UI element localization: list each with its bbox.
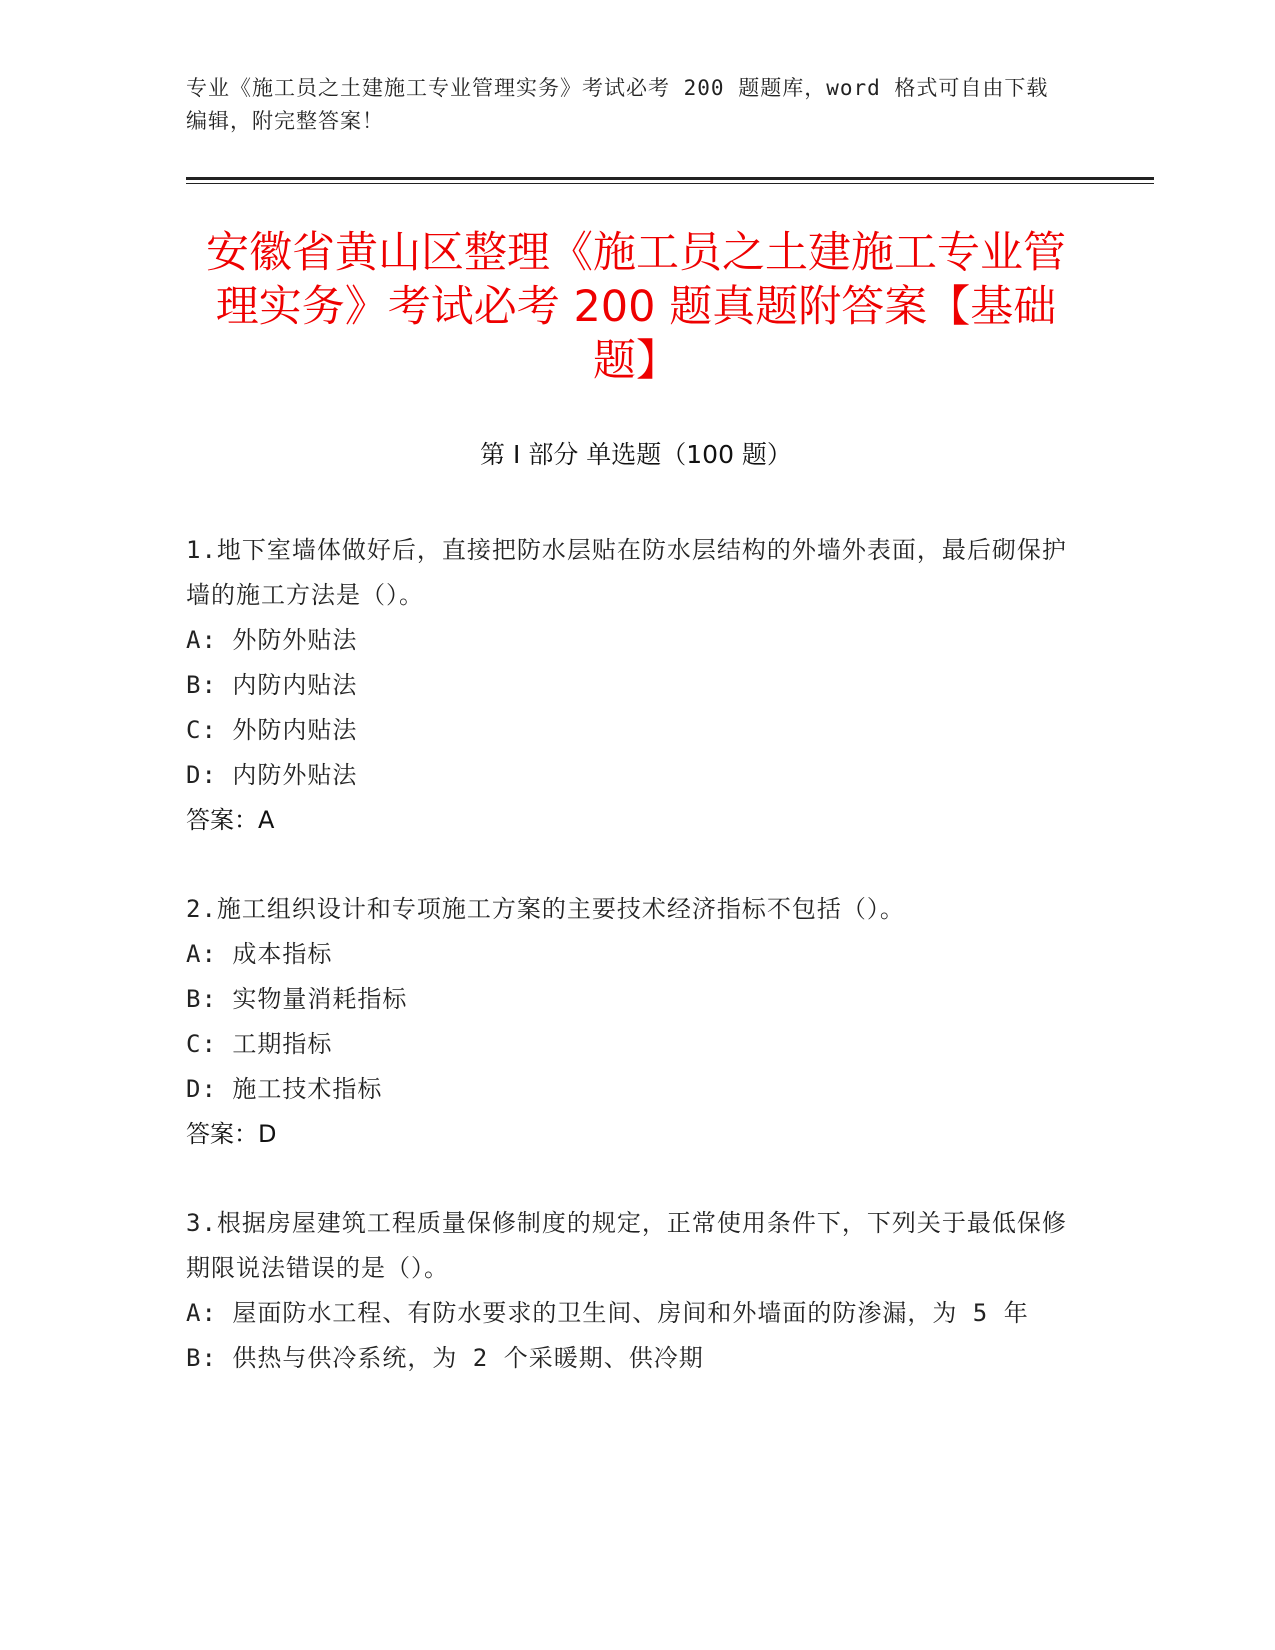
option-d: D: 内防外贴法: [186, 761, 358, 789]
option-b: B: 内防内贴法: [186, 671, 358, 699]
question-list: [186, 528, 1086, 1425]
option-c: C: 外防内贴法: [186, 716, 358, 744]
option-b: B: 实物量消耗指标: [186, 985, 408, 1013]
header-divider-thick: [186, 177, 1154, 180]
question-stem: 1.地下室墙体做好后，直接把防水层贴在防水层结构的外墙外表面，最后砌保护墙的施工方法是（）。: [186, 536, 1067, 609]
question-1: [186, 528, 1086, 843]
document-title: 安徽省黄山区整理《施工员之土建施工专业管理实务》考试必考 200 题真题附答案【基础题】: [206, 228, 1066, 386]
option-b: B: 供热与供冷系统，为 2 个采暖期、供冷期: [186, 1344, 704, 1372]
question-stem: 2.施工组织设计和专项施工方案的主要技术经济指标不包括（）。: [186, 895, 905, 923]
option-a: A: 外防外贴法: [186, 626, 358, 654]
question-3: [186, 1201, 1086, 1381]
answer-line: 答案：A: [186, 806, 275, 834]
header-divider-thin: [186, 183, 1154, 184]
option-c: C: 工期指标: [186, 1030, 333, 1058]
question-2: [186, 887, 1086, 1157]
question-stem: 3.根据房屋建筑工程质量保修制度的规定，正常使用条件下，下列关于最低保修期限说法错误的是（）。: [186, 1209, 1067, 1282]
option-a: A: 屋面防水工程、有防水要求的卫生间、房间和外墙面的防渗漏，为 5 年: [186, 1299, 1029, 1327]
section-heading: 第 I 部分 单选题（100 题）: [480, 440, 792, 469]
option-d: D: 施工技术指标: [186, 1075, 383, 1103]
answer-line: 答案：D: [186, 1120, 277, 1148]
option-a: A: 成本指标: [186, 940, 333, 968]
header-note: 专业《施工员之土建施工专业管理实务》考试必考 200 题题库，word 格式可自由下载编辑，附完整答案！: [186, 76, 1049, 133]
